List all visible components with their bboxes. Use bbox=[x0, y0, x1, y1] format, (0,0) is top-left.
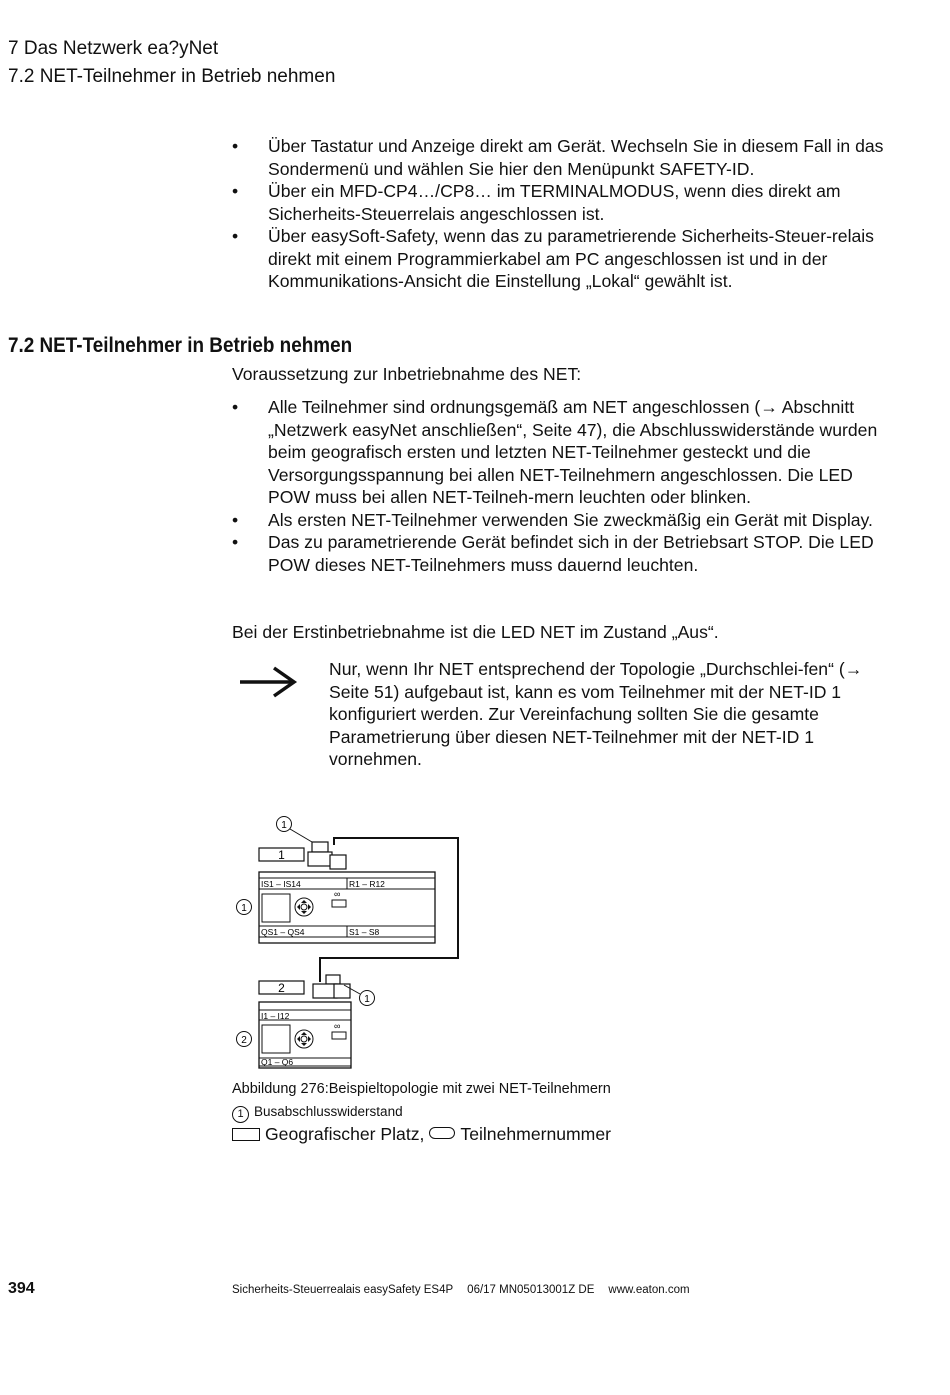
section-heading: 7.2 NET-Teilnehmer in Betrieb nehmen bbox=[8, 334, 353, 357]
terminator-bottom-icon bbox=[326, 975, 340, 984]
section-lead: Voraussetzung zur Inbetriebnahme des NET: bbox=[232, 364, 582, 384]
device-2-infinity: ∞ bbox=[334, 1021, 341, 1031]
legend-marker: 1 bbox=[232, 1106, 249, 1123]
legend-terminator-text: Busabschlusswiderstand bbox=[254, 1104, 403, 1119]
legend-terminator bbox=[232, 1103, 403, 1123]
node-marker-label-2: 2 bbox=[241, 1035, 247, 1046]
footer-doc-title: Sicherheits-Steuerrealais easySafety ES4P bbox=[232, 1284, 454, 1296]
bullet-text: Als ersten NET-Teilnehmer verwenden Sie zweckmäßig ein Gerät mit Display. bbox=[268, 509, 873, 530]
list-item: • Über easySoft-Safety, wenn das zu parametrierende Sicherheits-Steuer-relais direkt mit einem Programmierkabel am PC angeschlossen ist und in der Kommunikations-Ansicht die Einstellung „Lokal“ gewählt ist. bbox=[232, 226, 874, 291]
list-item: • Das zu parametrierende Gerät befindet sich in der Betriebsart STOP. Die LED POW dieses NET-Teilnehmers muss dauernd leuchten. bbox=[232, 532, 874, 575]
legend-place-text: Geografischer Platz, bbox=[265, 1124, 425, 1144]
running-header-chapter: 7 Das Netzwerk ea?yNet bbox=[8, 38, 219, 59]
device-2-display bbox=[262, 1025, 290, 1053]
terminator-marker-label: 1 bbox=[281, 820, 287, 831]
bullet-text: Das zu parametrierende Gerät befindet sich in der Betriebsart STOP. Die LED POW dieses NET-Teilnehmers muss dauernd leuchten. bbox=[268, 532, 874, 575]
list-item: • Über Tastatur und Anzeige direkt am Gerät. Wechseln Sie in diesem Fall in das Sondermenü und wählen Sie hier den Menüpunkt SAFETY-ID. bbox=[232, 136, 884, 179]
device-1-infinity: ∞ bbox=[334, 889, 341, 899]
list-item: • Als ersten NET-Teilnehmer verwenden Sie zweckmäßig ein Gerät mit Display. bbox=[232, 509, 873, 530]
list-item: • Alle Teilnehmer sind ordnungsgemäß am NET angeschlossen (→ Abschnitt „Netzwerk easyNet anschließen“, Seite 47), die Abschlusswiderstände wurden beim geografisch ersten und letzten NET-Teilnehmer gesteckt und die Versorgungsspannung bei allen NET-Teilnehmern angeschlossen. Die LED POW muss bei allen NET-Teilneh-mern leuchten oder blinken. bbox=[232, 397, 878, 507]
bullet-text: Alle Teilnehmer sind ordnungsgemäß am NET angeschlossen (→ Abschnitt „Netzwerk easyNet anschließen“, Seite 47), die Abschlusswiderstände wurden beim geografisch ersten und letzten NET-Teilnehmer gesteckt und die Versorgungsspannung bei allen NET-Teilnehmern angeschlossen. Die LED POW muss bei allen NET-Teilneh-mern leuchten oder blinken. bbox=[268, 397, 878, 507]
bullet-text: Über Tastatur und Anzeige direkt am Gerät. Wechseln Sie in diesem Fall in das Sondermenü und wählen Sie hier den Menüpunkt SAFETY-ID. bbox=[268, 136, 884, 179]
rectangle-icon bbox=[232, 1128, 260, 1141]
topology-diagram bbox=[222, 810, 472, 1072]
footer bbox=[232, 1284, 704, 1296]
bullet-text: Über easySoft-Safety, wenn das zu parametrierende Sicherheits-Steuer-relais direkt mit einem Programmierkabel am PC angeschlossen ist und in der Kommunikations-Ansicht die Einstellung „Lokal“ gewählt ist. bbox=[268, 226, 874, 291]
geo-place-label-2: 2 bbox=[278, 981, 285, 995]
terminator-top-icon bbox=[312, 842, 328, 852]
intro-bullet-list bbox=[232, 135, 892, 293]
device-1-display bbox=[262, 894, 290, 922]
terminator-marker-label: 1 bbox=[364, 994, 370, 1005]
note-text: Nur, wenn Ihr NET entsprechend der Topologie „Durchschlei-fen“ (→ Seite 51) aufgebaut ist, kann es vom Teilnehmer mit der NET-ID 1 konfiguriert werden. Zur Vereinfachung sollten Sie die gesamte Parametrierung über diesen NET-Teilnehmer mit der NET-ID 1 vornehmen. bbox=[329, 659, 863, 769]
note-arrow-icon bbox=[238, 665, 298, 699]
geo-place-label-1: 1 bbox=[278, 848, 285, 862]
device-2-output-label: Q1 – Q6 bbox=[261, 1057, 294, 1067]
device-1-input-label: IS1 – IS14 bbox=[261, 879, 301, 889]
page-number: 394 bbox=[8, 1280, 35, 1297]
node-marker-label-1: 1 bbox=[241, 903, 247, 914]
rounded-rectangle-icon bbox=[429, 1127, 455, 1139]
device-2-input-label: I1 – I12 bbox=[261, 1011, 290, 1021]
figure-caption: Abbildung 276:Beispieltopologie mit zwei NET-Teilnehmern bbox=[232, 1081, 611, 1097]
requirement-bullet-list bbox=[232, 396, 892, 576]
list-item: • Über ein MFD-CP4…/CP8… im TERMINALMODUS, wenn dies direkt am Sicherheits-Steuerrelais angeschlossen ist. bbox=[232, 181, 841, 224]
bullet-text: Über ein MFD-CP4…/CP8… im TERMINALMODUS, wenn dies direkt am Sicherheits-Steuerrelais angeschlossen ist. bbox=[268, 181, 841, 224]
footer-doc-code: 06/17 MN05013001Z DE bbox=[467, 1284, 595, 1296]
legend-place-node bbox=[232, 1123, 611, 1145]
device-1-relay-label: R1 – R12 bbox=[349, 879, 385, 889]
footer-url: www.eaton.com bbox=[608, 1284, 690, 1296]
legend-node-text: Teilnehmernummer bbox=[460, 1124, 611, 1144]
device-1-s-label: S1 – S8 bbox=[349, 927, 380, 937]
running-header-section: 7.2 NET-Teilnehmer in Betrieb nehmen bbox=[8, 66, 336, 87]
device-1-output-label: QS1 – QS4 bbox=[261, 927, 305, 937]
after-text: Bei der Erstinbetriebnahme ist die LED NET im Zustand „Aus“. bbox=[232, 622, 719, 642]
